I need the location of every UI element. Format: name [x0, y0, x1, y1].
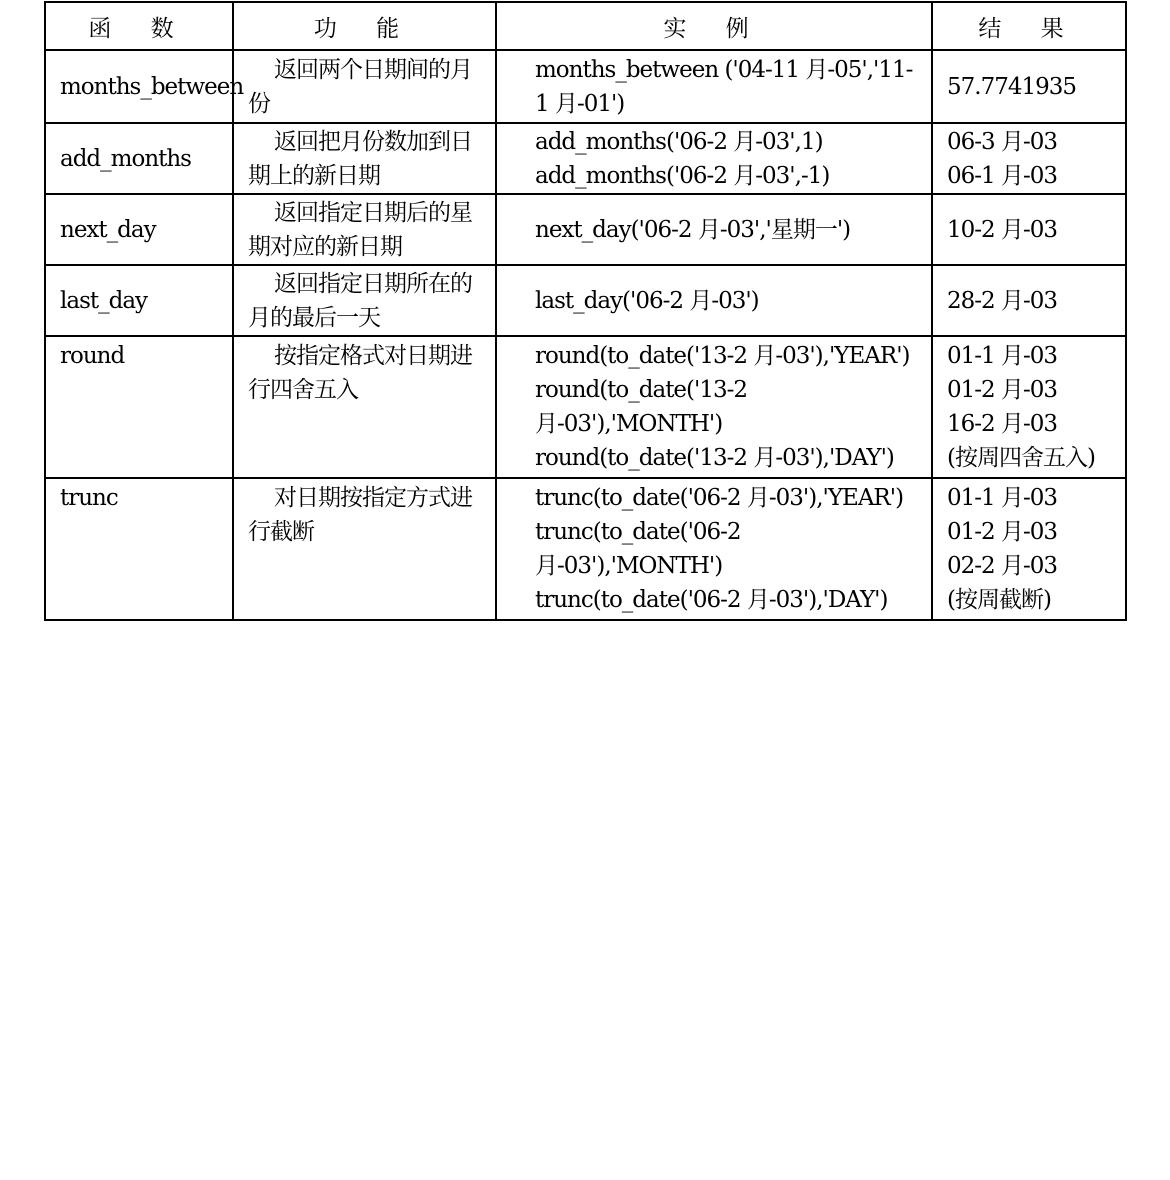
- result-cell: [932, 336, 1126, 478]
- function-description: [233, 265, 496, 336]
- table-header-row: [45, 2, 1126, 50]
- result-line: 01-1 月-03: [947, 485, 1058, 511]
- example-line: trunc(to_date('06-2 月-03'),'YEAR'): [535, 485, 904, 511]
- table-row: [45, 478, 1126, 620]
- example-line: add_months('06-2 月-03',-1): [535, 162, 830, 189]
- function-description: [233, 194, 496, 265]
- table-row: [45, 194, 1126, 265]
- description-text: 返回把月份数加到日期上的新日期: [248, 128, 472, 189]
- result-cell: [932, 478, 1126, 620]
- result-cell: [932, 50, 1126, 123]
- header-description: 功 能: [233, 2, 496, 50]
- example-line: trunc(to_date('06-2 月-03'),'MONTH'): [535, 519, 741, 579]
- example-line: last_day('06-2 月-03'): [535, 287, 759, 314]
- example-line: round(to_date('13-2 月-03'),'YEAR'): [535, 343, 910, 369]
- result-cell: [932, 265, 1126, 336]
- example-line: add_months('06-2 月-03',1): [535, 128, 823, 155]
- table-row: [45, 265, 1126, 336]
- example-cell: [496, 123, 932, 194]
- example-line: round(to_date('13-2 月-03'),'DAY'): [535, 445, 894, 471]
- function-name: add_months: [45, 123, 233, 194]
- result-line: 01-2 月-03: [947, 377, 1058, 403]
- table-row: [45, 123, 1126, 194]
- result-line: 01-2 月-03: [947, 519, 1058, 545]
- function-name: round: [45, 336, 233, 478]
- description-text: 返回指定日期所在的月的最后一天: [248, 270, 472, 331]
- result-cell: [932, 194, 1126, 265]
- result-note: (按周截断): [947, 587, 1051, 613]
- header-example: 实 例: [496, 2, 932, 50]
- example-line: months_between ('04-11 月-05','11-1 月-01'): [535, 56, 913, 117]
- result-line: 01-1 月-03: [947, 343, 1058, 369]
- function-description: [233, 336, 496, 478]
- example-cell: [496, 478, 932, 620]
- example-cell: [496, 336, 932, 478]
- result-cell: [932, 123, 1126, 194]
- function-description: [233, 123, 496, 194]
- result-line: 28-2 月-03: [947, 287, 1058, 314]
- result-line: 06-3 月-03: [947, 128, 1058, 155]
- function-name: trunc: [45, 478, 233, 620]
- example-cell: [496, 265, 932, 336]
- function-name: last_day: [45, 265, 233, 336]
- description-text: 按指定格式对日期进行四舍五入: [248, 343, 472, 403]
- example-line: trunc(to_date('06-2 月-03'),'DAY'): [535, 587, 888, 613]
- description-text: 返回指定日期后的星期对应的新日期: [248, 199, 472, 260]
- function-name: next_day: [45, 194, 233, 265]
- result-line: 57.7741935: [947, 73, 1077, 100]
- result-line: 02-2 月-03: [947, 553, 1058, 579]
- result-line: 06-1 月-03: [947, 162, 1058, 189]
- function-description: [233, 50, 496, 123]
- table-row: [45, 336, 1126, 478]
- example-line: round(to_date('13-2 月-03'),'MONTH'): [535, 377, 748, 437]
- example-cell: [496, 50, 932, 123]
- table-row: [45, 50, 1126, 123]
- description-text: 对日期按指定方式进行截断: [248, 485, 472, 545]
- header-result: 结 果: [932, 2, 1126, 50]
- result-line: 16-2 月-03: [947, 411, 1058, 437]
- function-name: months_between: [45, 50, 233, 123]
- example-line: next_day('06-2 月-03','星期一'): [535, 216, 851, 243]
- result-line: 10-2 月-03: [947, 216, 1058, 243]
- header-function: 函 数: [45, 2, 233, 50]
- function-description: [233, 478, 496, 620]
- example-cell: [496, 194, 932, 265]
- result-note: (按周四舍五入): [947, 445, 1095, 471]
- description-text: 返回两个日期间的月份: [248, 56, 472, 117]
- date-functions-table: [44, 1, 1127, 621]
